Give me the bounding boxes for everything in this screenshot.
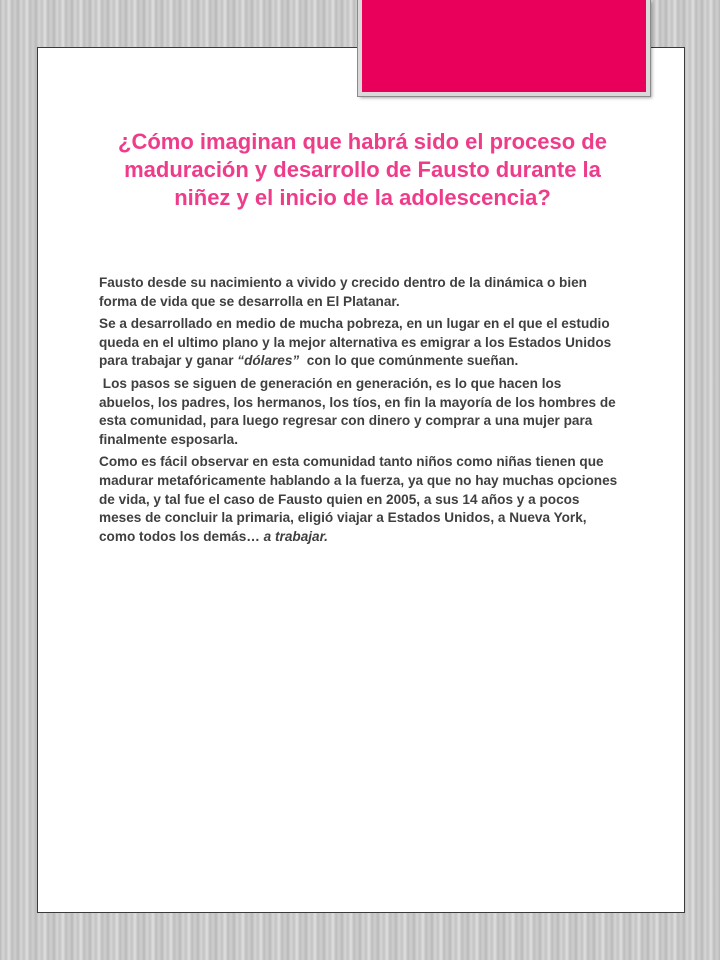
paragraph-4-emphasis: a trabajar. <box>263 528 328 544</box>
paragraph-2-emphasis: “dólares” <box>237 353 300 369</box>
slide-body <box>99 274 619 550</box>
paragraph-4-text: Como es fácil observar en esta comunidad tanto niños como niñas tienen que madurar metafóricamente hablando a la fuerza, ya que no hay muchas opciones de vida, y tal fue el caso de Fausto quien en 2005, a sus 14 años y a pocos meses de concluir la primaria, eligió viajar a Estados Unidos, a Nueva York, como todos los demás… <box>99 454 618 544</box>
paragraph-3-text: Los pasos se siguen de generación en generación, es lo que hacen los abuelos, los padres, los hermanos, los tíos, en fin la mayoría de los hombres de esta comunidad, para luego regresar con dinero y comprar a una mujer para finalmente esposarla. <box>99 375 620 447</box>
paragraph-3 <box>99 375 619 449</box>
slide-title: ¿Cómo imaginan que habrá sido el proceso de maduración y desarrollo de Fausto durante la niñez y el inicio de la adolescencia? <box>118 129 607 210</box>
paragraph-1 <box>99 274 619 311</box>
pink-accent-block <box>358 0 650 96</box>
paragraph-2 <box>99 315 619 371</box>
paragraph-2-text-end: con lo que comúnmente sueñan. <box>299 353 519 369</box>
paragraph-2-text-start: Se a desarrollado en medio de mucha pobreza, en un lugar en el que el estudio queda en el ultimo plano y la mejor alternativa es emigrar a los Estados Unidos para trabajar y ganar <box>99 316 612 369</box>
paragraph-4 <box>99 453 619 546</box>
paragraph-1-text: Fausto desde su nacimiento a vivido y crecido dentro de la dinámica o bien forma de vida que se desarrolla en El Platanar. <box>99 275 587 309</box>
